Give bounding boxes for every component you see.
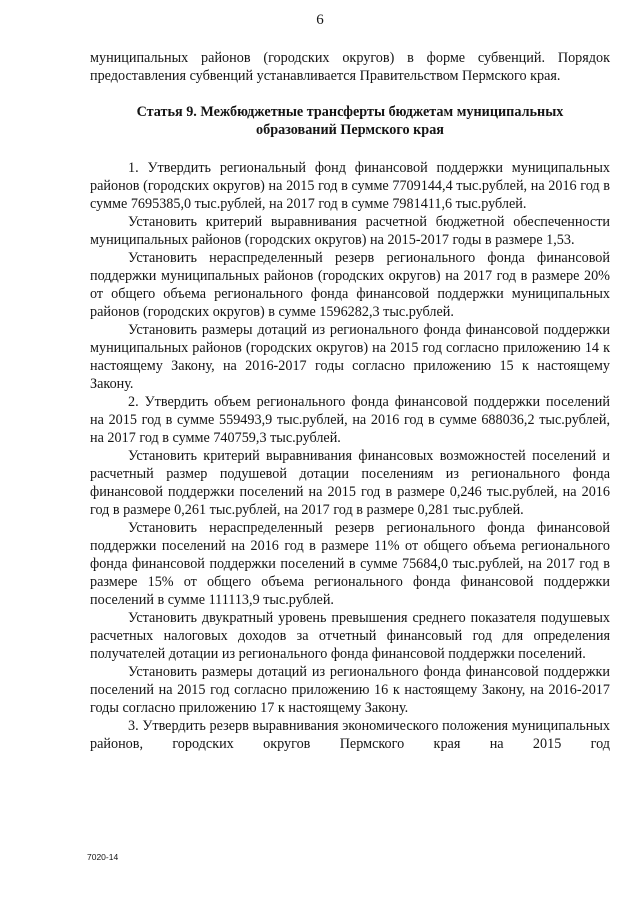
paragraph-subsidies-settlements: Установить размеры дотаций из регионального фонда финансовой поддержки поселений на 2015 год согласно приложению 16 к настоящему Закону, на 2016-2017 годы согласно приложению 17 к настоящему Закону. (90, 664, 610, 716)
paragraph-item-3: 3. Утвердить резерв выравнивания экономического положения муниципальных районов, городских округов Пермского края на 2015 год (90, 718, 610, 752)
paragraph-item-1: 1. Утвердить региональный фонд финансовой поддержки муниципальных районов (городских округов) на 2015 год в сумме 7709144,4 тыс.рублей, на 2016 год в сумме 7695385,0 тыс.рублей, на 2017 год в сумме 7981411,6 тыс.рублей. (90, 160, 610, 212)
article-title-line-1: Статья 9. Межбюджетные трансферты бюджетам муниципальных (136, 104, 564, 120)
document-code: 7020-14 (87, 852, 119, 862)
page-number: 6 (316, 12, 324, 28)
document-body (90, 49, 610, 753)
paragraph-continuation: муниципальных районов (городских округов) в форме субвенций. Порядок предоставления субвенций устанавливается Правительством Пермского края. (90, 50, 610, 84)
paragraph-excess-level: Установить двукратный уровень превышения среднего показателя подушевых расчетных налоговых доходов за отчетный финансовый год для определения получателей дотации из регионального фонда финансовой поддержки поселений. (90, 610, 610, 662)
paragraph-reserve-districts: Установить нераспределенный резерв регионального фонда финансовой поддержки муниципальных районов (городских округов) на 2017 год в размере 20% от общего объема регионального фонда финансовой поддержки муниципальных районов (городских округов) в сумме 1596282,3 тыс.рублей. (90, 250, 610, 320)
paragraph-criterion-districts: Установить критерий выравнивания расчетной бюджетной обеспеченности муниципальных районов (городских округов) на 2015-2017 годы в размере 1,53. (90, 214, 610, 248)
paragraph-item-2: 2. Утвердить объем регионального фонда финансовой поддержки поселений на 2015 год в сумме 559493,9 тыс.рублей, на 2016 год в сумме 688036,2 тыс.рублей, на 2017 год в сумме 740759,3 тыс.рублей. (90, 394, 610, 446)
article-title (90, 103, 610, 139)
paragraph-subsidies-districts: Установить размеры дотаций из регионального фонда финансовой поддержки муниципальных районов (городских округов) на 2015 год согласно приложению 14 к настоящему Закону, на 2016-2017 годы согласно приложению 15 к настоящему Закону. (90, 322, 610, 392)
paragraph-criterion-settlements: Установить критерий выравнивания финансовых возможностей поселений и расчетный размер подушевой дотации поселениям из регионального фонда финансовой поддержки поселений на 2015 год в размере 0,246 тыс.рублей, на 2016 год в размере 0,261 тыс.рублей, на 2017 год в размере 0,281 тыс.рублей. (90, 448, 610, 518)
paragraph-reserve-settlements: Установить нераспределенный резерв регионального фонда финансовой поддержки поселений на 2016 год в размере 11% от общего объема регионального фонда финансовой поддержки поселений в сумме 75684,0 тыс.рублей, на 2017 год в размере 15% от общего объема регионального фонда финансовой поддержки поселений в сумме 111113,9 тыс.рублей. (90, 520, 610, 608)
article-title-line-2: образований Пермского края (256, 122, 444, 138)
